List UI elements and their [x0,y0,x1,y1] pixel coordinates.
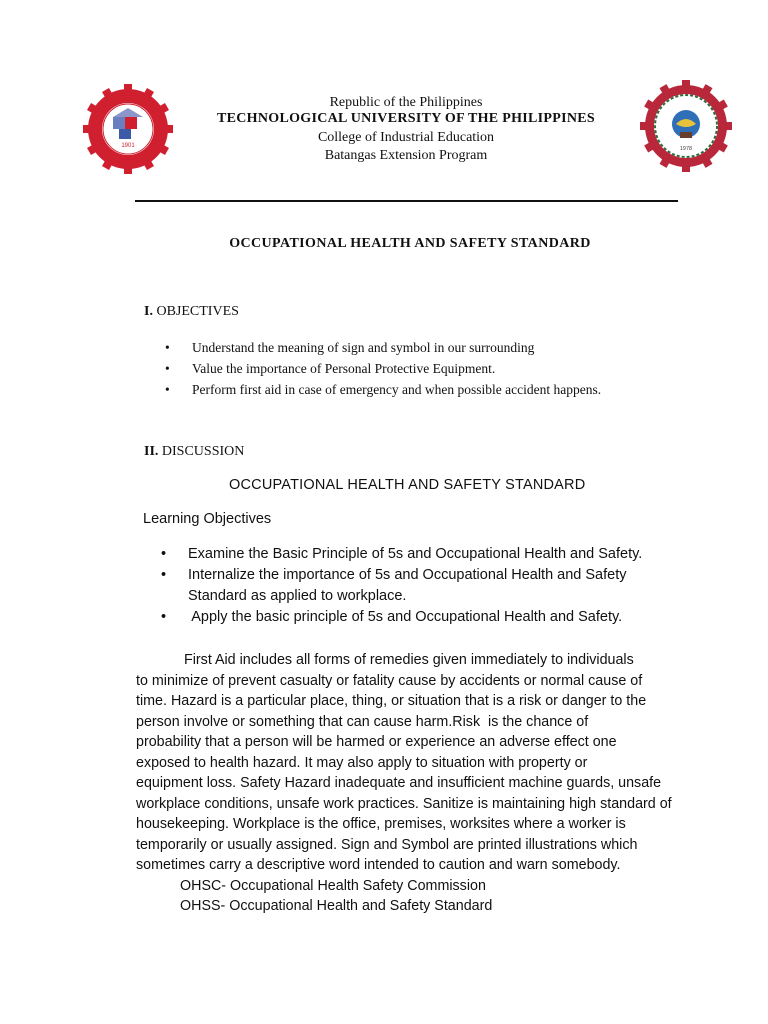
bullet-icon: • [161,546,167,562]
cie-seal-year: 1978 [679,146,693,152]
paragraph-line: person involve or something that can cause harm.Risk is the chance of [136,713,589,730]
acronym-ohss: OHSS- Occupational Health and Safety Standard [180,898,493,914]
paragraph-line: exposed to health hazard. It may also apply to situation with property or [136,754,588,771]
bullet-icon: • [161,567,167,583]
header-divider [135,200,678,202]
paragraph-line: workplace conditions, unsafe work practices. Sanitize is maintaining high standard of [136,795,672,812]
list-item: • Apply the basic principle of 5s and Occupational Health and Safety. [161,607,701,628]
list-item: • Internalize the importance of 5s and Occupational Health and Safety Standard as applied to workplace. [161,567,627,604]
objectives-list [165,337,725,400]
university-name: TECHNOLOGICAL UNIVERSITY OF THE PHILIPPINES [216,111,595,126]
paragraph-line: probability that a person will be harmed or experience an adverse effect one [136,734,617,750]
bullet-icon: • [165,340,170,355]
college-name: College of Industrial Education [317,130,495,145]
objectives-heading [144,304,239,320]
discussion-heading [144,444,244,460]
discussion-label: DISCUSSION [161,444,245,459]
list-item: • Value the importance of Personal Protective Equipment. [165,358,725,379]
acronym-ohsc: OHSC- Occupational Health Safety Commission [180,877,486,894]
paragraph-line: First Aid includes all forms of remedies given immediately to individuals [184,652,634,668]
discussion-paragraph [136,650,736,917]
paragraph-line: sometimes carry a descriptive word intended to caution and warn somebody. [136,857,621,873]
list-item: • Examine the Basic Principle of 5s and Occupational Health and Safety. [161,544,701,565]
paragraph-line: temporarily or usually assigned. Sign and Symbol are printed illustrations which [136,836,638,853]
paragraph-line: to minimize of prevent casualty or fatality cause by accidents or normal cause of [136,672,643,689]
republic-line: Republic of the Philippines [329,95,483,110]
list-item: • Understand the meaning of sign and symbol in our surrounding [165,337,725,358]
program-name: Batangas Extension Program [324,148,488,163]
document-title: OCCUPATIONAL HEALTH AND SAFETY STANDARD [229,236,591,251]
paragraph-line: equipment loss. Safety Hazard inadequate and insufficient machine guards, unsafe [136,775,662,791]
paragraph-line: time. Hazard is a particular place, thing, or situation that is a risk or danger to the [136,693,647,709]
bullet-icon: • [165,382,170,397]
learning-objectives-label: Learning Objectives [143,511,272,527]
discussion-subtitle: OCCUPATIONAL HEALTH AND SAFETY STANDARD [229,477,586,493]
objectives-label: OBJECTIVES [156,304,239,319]
discussion-numeral: II. [144,444,159,459]
paragraph-line: housekeeping. Workplace is the office, premises, worksites where a worker is [136,816,626,832]
objectives-numeral: I. [144,304,153,319]
learning-objectives-list [161,544,701,628]
tup-seal-year: 1901 [121,143,135,149]
list-item: • Perform first aid in case of emergency and when possible accident happens. [165,379,725,400]
bullet-icon: • [165,361,170,376]
bullet-icon: • [161,609,167,625]
